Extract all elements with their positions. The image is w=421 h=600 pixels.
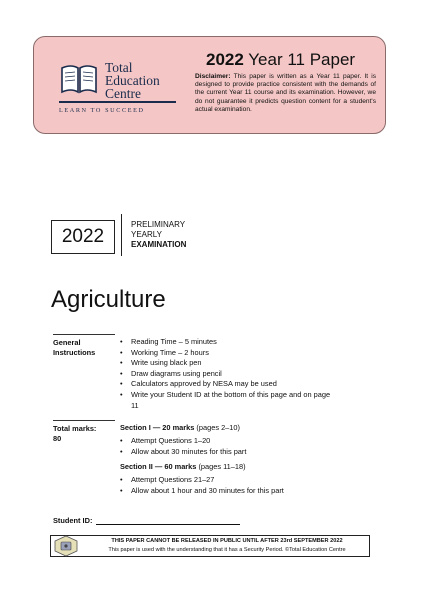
footer-security-notice: This paper is used with the understanding that it has a Security Period. ©Total Education Centre [108, 547, 346, 553]
section-1-list [120, 436, 338, 457]
logo-wordmark [105, 61, 160, 100]
section-2-heading [120, 462, 246, 472]
general-instructions-label [53, 338, 95, 357]
disclaimer-label: Disclaimer: [195, 73, 231, 80]
paper-title [206, 50, 355, 70]
general-label-line-2: Instructions [53, 347, 96, 357]
paper-year: 2022 [206, 50, 244, 69]
section-2-heading-pages: (pages 11–18) [196, 462, 246, 471]
exam-year-box: 2022 [51, 220, 115, 254]
exam-type [131, 220, 186, 250]
total-marks-label [53, 424, 96, 443]
exam-divider [121, 214, 122, 256]
total-marks-value: 80 [53, 433, 62, 443]
list-item: • Write using black pen [120, 358, 338, 369]
list-item: • Reading Time – 5 minutes [120, 337, 338, 348]
exam-type-line-2: YEARLY [131, 230, 162, 239]
total-marks-label-text: Total marks: [53, 424, 97, 433]
list-item: • Attempt Questions 1–20 [120, 436, 338, 447]
section-1-heading-pages: (pages 2–10) [194, 423, 240, 432]
list-item: • Allow about 30 minutes for this part [120, 447, 338, 458]
logo-line-total: Total [105, 60, 133, 75]
exam-type-line-1: PRELIMINARY [131, 220, 186, 229]
logo-tagline: LEARN TO SUCCEED [59, 107, 145, 114]
list-item: • Write your Student ID at the bottom of this page and on page 11 [120, 390, 338, 411]
list-item: • Working Time – 2 hours [120, 348, 338, 359]
total-marks-label-rule [53, 420, 115, 421]
footer-release-notice: THIS PAPER CANNOT BE RELEASED IN PUBLIC UNTIL AFTER 23rd SEPTEMBER 2022 [111, 538, 343, 544]
instructions-label-rule [53, 334, 115, 335]
section-1-heading-bold: Section I — 20 marks [120, 423, 195, 432]
student-id-field[interactable] [96, 524, 240, 525]
disclaimer-text: This paper is written as a Year 11 paper. It is designed to provide practice consistent with the demands of the current Year 11 course and its examination. However, we do not guarantee it predicts question content for a student's actual examination. [195, 73, 376, 113]
student-id-label: Student ID: [53, 516, 93, 525]
list-item: • Draw diagrams using pencil [120, 369, 338, 380]
logo-divider [59, 101, 176, 103]
general-instructions-list [120, 337, 338, 411]
section-1-heading [120, 423, 240, 433]
list-item: • Calculators approved by NESA may be used [120, 379, 338, 390]
exam-type-line-3: EXAMINATION [131, 240, 187, 249]
list-item: • Attempt Questions 21–27 [120, 475, 350, 486]
section-2-list [120, 475, 350, 496]
section-2-heading-bold: Section II — 60 marks [120, 462, 197, 471]
list-item: • Allow about 1 hour and 30 minutes for this part [120, 486, 350, 497]
paper-label: Year 11 Paper [248, 50, 356, 69]
security-badge-icon [52, 535, 80, 557]
logo-line-education: Education [105, 73, 160, 88]
book-logo-icon [59, 60, 99, 100]
subject-title: Agriculture [51, 286, 166, 313]
general-label-line-1: General [53, 338, 81, 347]
disclaimer [195, 73, 376, 114]
logo-line-centre: Centre [105, 86, 141, 101]
